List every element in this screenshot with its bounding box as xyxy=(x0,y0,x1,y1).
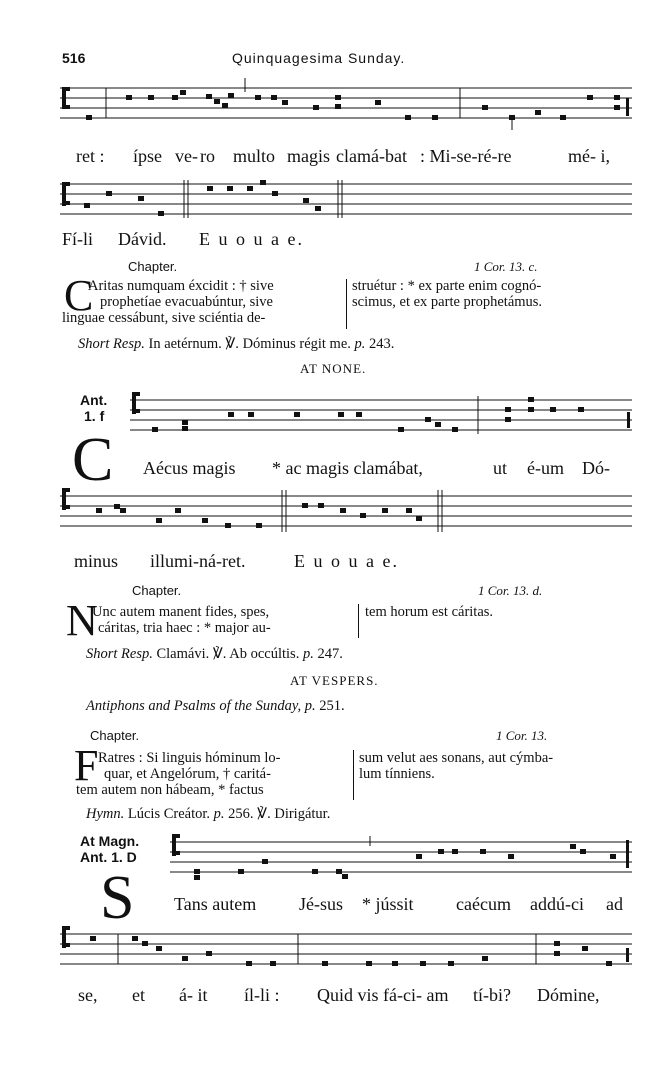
drop-cap: C xyxy=(72,426,114,494)
chapter-label: Chapter. xyxy=(128,259,178,274)
short-responsory: Short Resp. Clamávi. ℣. Ab occúltis. p. 247. xyxy=(86,646,343,662)
lyric-syllable: Tans autem xyxy=(174,894,257,914)
lyric-syllable: multo xyxy=(233,146,276,166)
lyric-syllable: clamá-bat xyxy=(336,146,407,166)
lyric-syllable: á- it xyxy=(179,985,208,1005)
chant-staff-4 xyxy=(60,486,632,536)
lyric-syllable: Jé-sus xyxy=(299,894,343,914)
chapter-right-column xyxy=(365,604,635,620)
drop-cap: F xyxy=(74,741,99,790)
text-line: cáritas, tria haec : * major au- xyxy=(98,620,271,636)
antiphons-note: Antiphons and Psalms of the Sunday, p. 251. xyxy=(86,698,345,714)
lyric-syllable: ut xyxy=(493,458,508,478)
lyric-syllable: Dómine, xyxy=(537,985,600,1005)
lyric-syllable: : Mi-se-ré-re xyxy=(420,146,512,166)
hymn-line: Hymn. Lúcis Creátor. p. 256. ℣. Dirigátur. xyxy=(86,806,331,822)
text-line: Unc autem manent fides, spes, xyxy=(92,604,270,620)
lyric-syllable: Quid vis fá-ci- am xyxy=(317,985,449,1005)
antiphon-mode: 1. f xyxy=(84,408,105,424)
text-line: tem autem non hábeam, * factus xyxy=(76,782,264,798)
chapter-right-column xyxy=(359,750,629,782)
text-line: tem horum est cáritas. xyxy=(365,604,494,620)
page-number: 516 xyxy=(62,50,86,66)
lyric-syllable: Aécus magis xyxy=(143,458,236,478)
text-line: Ratres : Si linguis hóminum lo- xyxy=(98,750,281,766)
lyric-syllable: mé- i, xyxy=(568,146,610,166)
lyric-syllable: * ac magis clamábat, xyxy=(272,458,423,478)
text-line: quar, et Angelórum, † caritá- xyxy=(104,766,271,782)
drop-cap: C xyxy=(64,271,94,320)
lyric-syllable: Fí-li xyxy=(62,229,94,249)
lyric-syllable: se, xyxy=(78,985,98,1005)
column-rule xyxy=(353,750,354,800)
column-rule xyxy=(346,279,347,329)
chapter-reference: 1 Cor. 13. c. xyxy=(474,259,538,274)
short-responsory: Short Resp. In aetérnum. ℣. Dóminus régit me. p. 243. xyxy=(78,336,395,352)
drop-cap: N xyxy=(66,596,98,645)
lyric-syllable: caécum xyxy=(456,894,511,914)
chapter-reference: 1 Cor. 13. xyxy=(496,728,548,743)
lyric-syllable: tí-bi? xyxy=(473,985,511,1005)
section-heading: AT NONE. xyxy=(300,361,367,376)
antiphon-label: At Magn. xyxy=(80,833,140,849)
text-line: Aritas numquam éxcidit : † sive xyxy=(88,278,274,294)
chapter-left-column xyxy=(92,604,362,636)
text-line: sum velut aes sonans, aut cýmba- xyxy=(359,750,554,766)
lyric-syllable: minus xyxy=(74,551,119,571)
text-line: scimus, et ex parte prophetámus. xyxy=(352,294,543,310)
lyric-syllable: E u o u a e. xyxy=(199,229,304,249)
lyric-syllable: addú-ci xyxy=(530,894,584,914)
text-line: struétur : * ex parte enim cognó- xyxy=(352,278,542,294)
lyric-syllable: illumi-ná-ret. xyxy=(150,551,246,571)
chapter-label: Chapter. xyxy=(132,583,182,598)
chant-staff-1 xyxy=(60,78,632,130)
chapter-reference: 1 Cor. 13. d. xyxy=(478,583,543,598)
lyric-syllable: ípse xyxy=(133,146,162,166)
chant-staff-6 xyxy=(60,924,632,976)
lyric-syllable: * jússit xyxy=(362,894,414,914)
lyric-syllable: ro xyxy=(200,146,215,166)
chapter-left-column xyxy=(76,750,368,798)
antiphon-mode: Ant. 1. D xyxy=(80,849,137,865)
lyric-syllable: magis xyxy=(287,146,330,166)
drop-cap: S xyxy=(100,864,135,932)
chapter-right-column xyxy=(352,278,622,310)
lyric-syllable: ret : xyxy=(76,146,105,166)
column-rule xyxy=(358,604,359,638)
lyric-syllable: íl-li : xyxy=(244,985,280,1005)
antiphon-label: Ant. xyxy=(80,392,108,408)
page-title: Quinquagesima Sunday. xyxy=(232,50,406,66)
chapter-label: Chapter. xyxy=(90,728,140,743)
lyric-syllable: Dávid. xyxy=(118,229,167,249)
lyric-syllable: et xyxy=(132,985,145,1005)
text-line: lum tínniens. xyxy=(359,766,435,782)
text-line: prophetíae evacuabúntur, sive xyxy=(100,294,273,310)
lyric-syllable: ve- xyxy=(175,146,198,166)
text-line: linguae cessábunt, sive sciéntia de- xyxy=(62,310,266,326)
lyric-syllable: E u o u a e. xyxy=(294,551,399,571)
chant-staff-3 xyxy=(130,390,632,442)
chant-staff-2 xyxy=(60,176,632,224)
lyric-syllable: ad xyxy=(606,894,623,914)
chapter-left-column xyxy=(62,278,358,326)
lyric-syllable: Dó- xyxy=(582,458,610,478)
lyric-syllable: é-um xyxy=(527,458,564,478)
section-heading: AT VESPERS. xyxy=(290,673,379,688)
chant-staff-5 xyxy=(170,832,632,884)
